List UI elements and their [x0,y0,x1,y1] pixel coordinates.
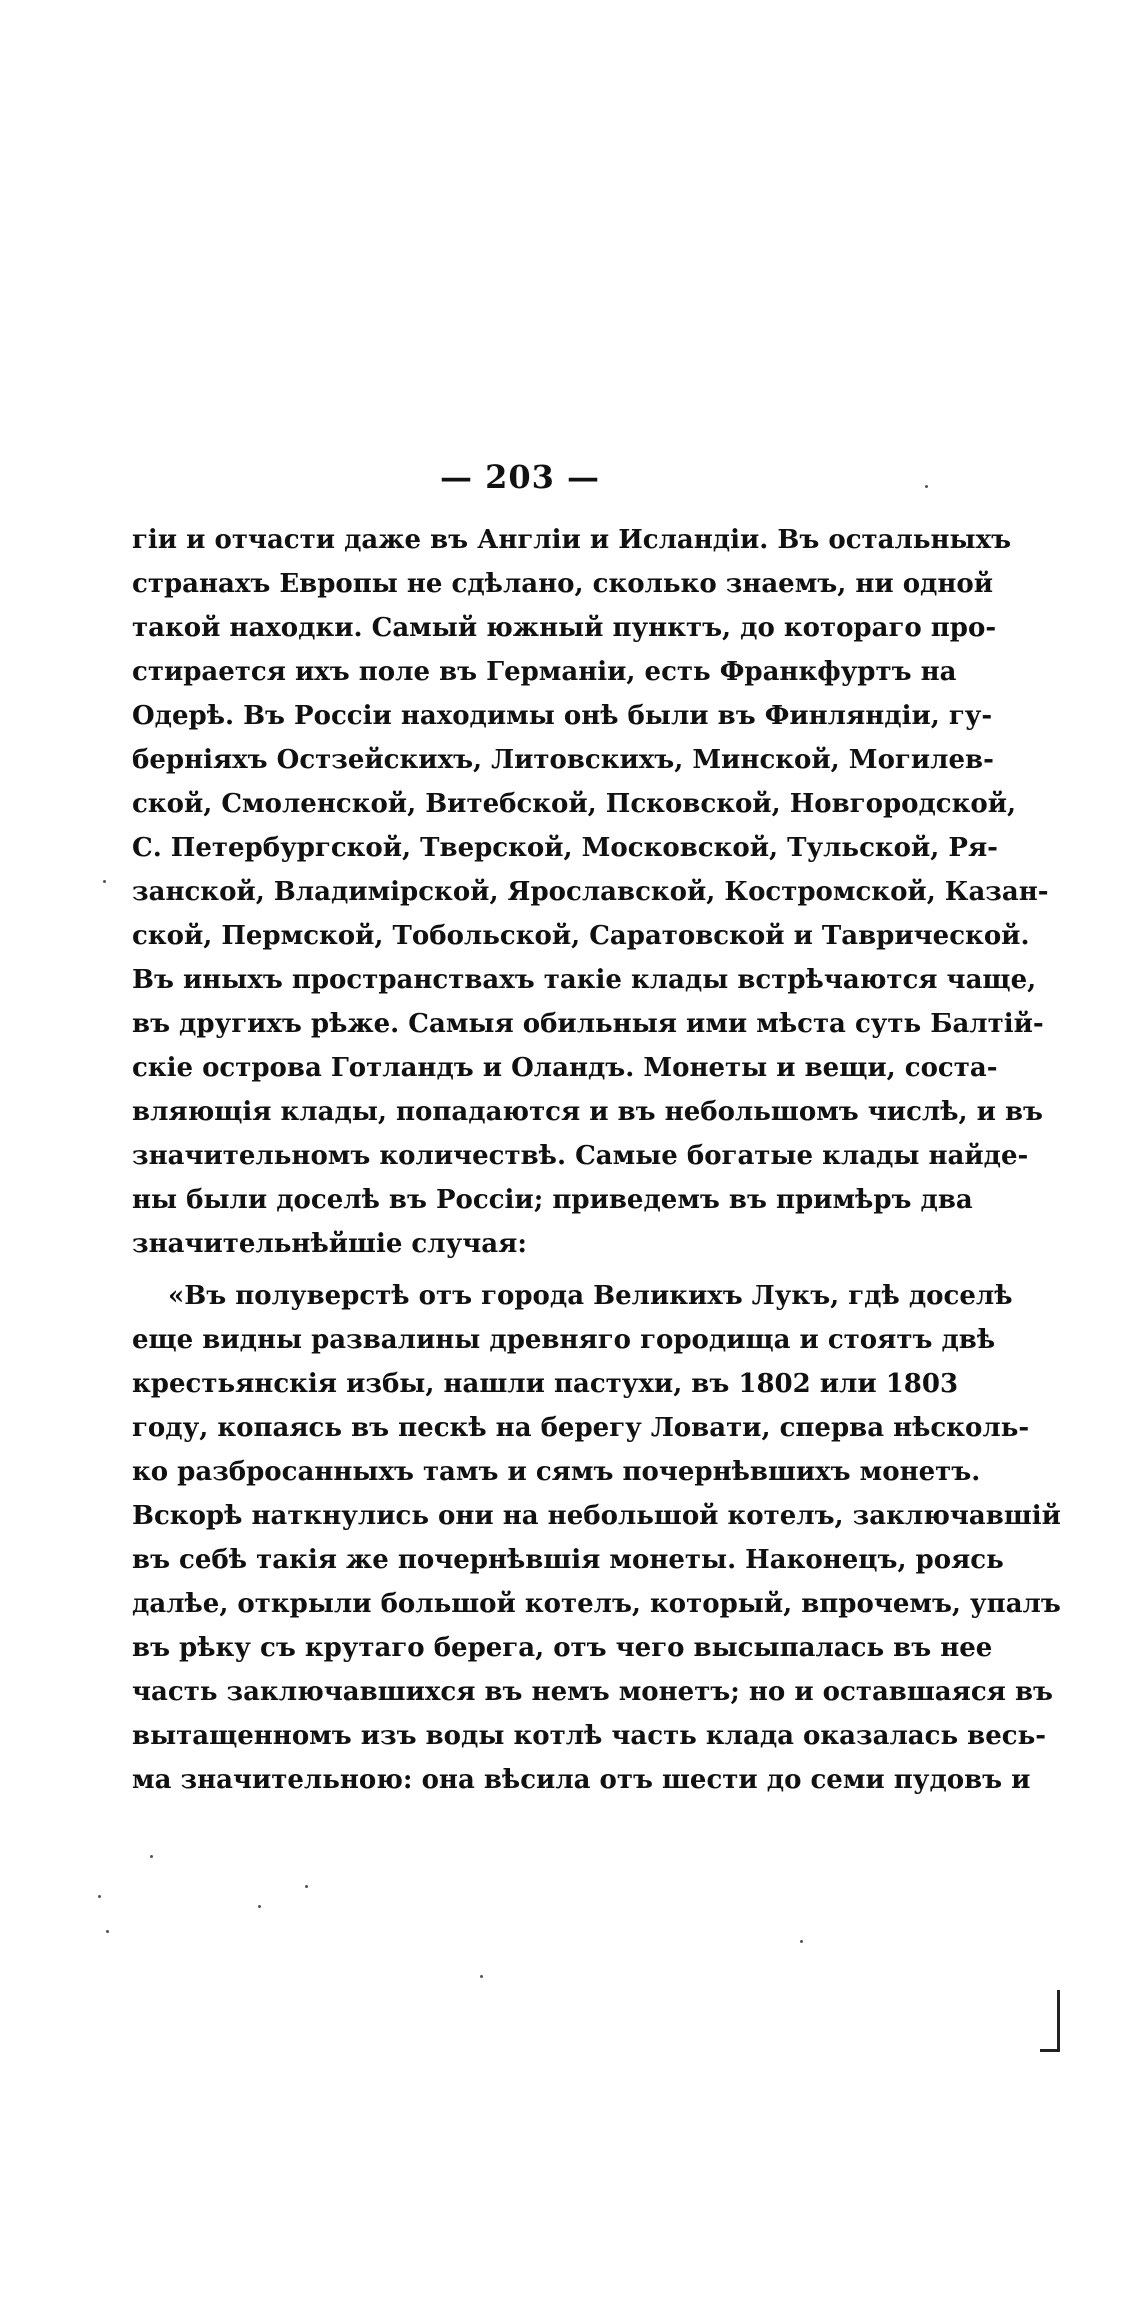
text-line: «Въ полуверстѣ отъ города Великихъ Лукъ, гдѣ доселѣ [168,1281,1013,1311]
text-line: значительномъ количествѣ. Самые богатые клады найде- [132,1141,1029,1171]
scan-speck [305,1885,308,1888]
text-line: значительнѣйшіе случая: [132,1229,527,1259]
text-line: Въ иныхъ пространствахъ такіе клады встрѣчаются чаще, [132,965,1037,995]
paragraph-gap [132,1266,910,1274]
text-line: вляющія клады, попадаются и въ небольшомъ числѣ, и въ [132,1097,1043,1127]
scan-speck [150,1855,153,1858]
text-line: крестьянскія избы, нашли пастухи, въ 1802 или 1803 [132,1369,959,1399]
text-line: ны были доселѣ въ Россіи; приведемъ въ примѣръ два [132,1185,973,1215]
page-number: — 203 — [439,458,601,496]
text-line: скіе острова Готландъ и Оландъ. Монеты и вещи, соста- [132,1053,998,1083]
text-line: еще видны развалины древняго городища и стоятъ двѣ [132,1325,996,1355]
scan-speck [106,1930,109,1933]
scan-speck [258,1905,261,1908]
text-line: ской, Смоленской, Витебской, Псковской, Новгородской, [132,789,1017,819]
text-line: ма значительною: она вѣсила отъ шести до семи пудовъ и [132,1765,1031,1795]
text-line: далѣе, открыли большой котелъ, который, впрочемъ, упалъ [132,1589,1061,1619]
scan-speck [800,1940,803,1943]
scan-speck [925,485,928,488]
body-text [132,518,1061,1802]
paragraph-2 [132,1274,1061,1802]
corner-mark-horizontal [1040,2049,1060,2052]
paragraph-1 [132,518,1049,1266]
text-line: стирается ихъ поле въ Германіи, есть Франкфуртъ на [132,657,957,687]
text-line: въ рѣку съ крутаго берега, отъ чего высыпалась въ нее [132,1633,993,1663]
text-line: вытащенномъ изъ воды котлѣ часть клада оказалась весь- [132,1721,1047,1751]
text-line: въ другихъ рѣже. Самыя обильныя ими мѣста суть Балтій- [132,1009,1044,1039]
text-line: Одерѣ. Въ Россіи находимы онѣ были въ Финляндіи, гу- [132,701,993,731]
scan-speck [480,1975,483,1978]
scan-speck [103,880,106,883]
scan-speck [98,1895,101,1898]
text-line: часть заключавшихся въ немъ монетъ; но и оставшаяся въ [132,1677,1053,1707]
text-line: занской, Владимірской, Ярославской, Костромской, Казан- [132,877,1049,907]
text-line: С. Петербургской, Тверской, Московской, Тульской, Ря- [132,833,998,863]
text-line: странахъ Европы не сдѣлано, сколько знаемъ, ни одной [132,569,994,599]
text-line: году, копаясь въ пескѣ на берегу Ловати, сперва нѣсколь- [132,1413,1030,1443]
text-line: гіи и отчасти даже въ Англіи и Исландіи. Въ остальныхъ [132,525,1012,555]
corner-mark-vertical [1057,1990,1060,2052]
text-line: ко разбросанныхъ тамъ и сямъ почернѣвшихъ монетъ. [132,1457,981,1487]
text-line: берніяхъ Остзейскихъ, Литовскихъ, Минской, Могилев- [132,745,994,775]
text-line: Вскорѣ наткнулись они на небольшой котелъ, заключавшій [132,1501,1061,1531]
text-line: ской, Пермской, Тобольской, Саратовской и Таврической. [132,921,1030,951]
text-line: въ себѣ такія же почернѣвшія монеты. Наконецъ, роясь [132,1545,1004,1575]
text-line: такой находки. Самый южный пунктъ, до котораго про- [132,613,997,643]
